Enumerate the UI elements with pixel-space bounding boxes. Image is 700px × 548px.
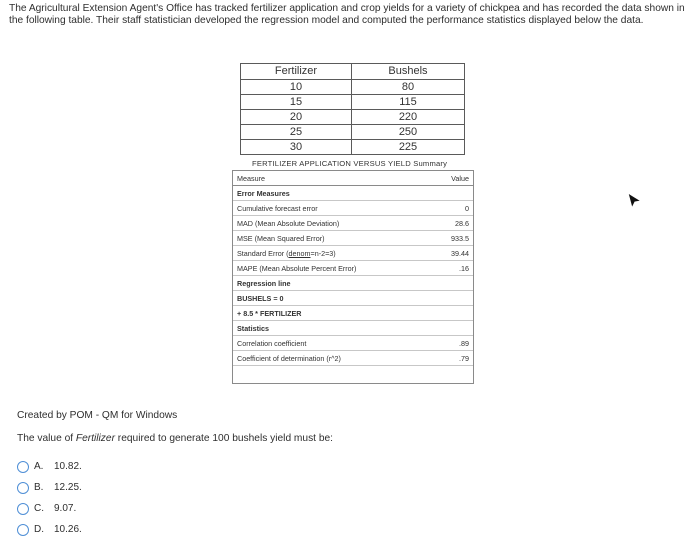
summary-label: Correlation coefficient bbox=[237, 339, 307, 348]
summary-value: 0 bbox=[465, 204, 469, 213]
table-header-bushels: Bushels bbox=[352, 64, 465, 80]
summary-label: Error Measures bbox=[237, 189, 290, 198]
summary-label: MAPE (Mean Absolute Percent Error) bbox=[237, 264, 357, 273]
summary-label-part: denom bbox=[288, 249, 311, 258]
table-row bbox=[241, 125, 465, 140]
summary-label: Statistics bbox=[237, 324, 269, 333]
table-cell: 30 bbox=[241, 140, 352, 155]
table-cell: 225 bbox=[352, 140, 465, 155]
summary-row bbox=[233, 261, 473, 276]
summary-row bbox=[233, 186, 473, 201]
summary-value: .16 bbox=[459, 264, 469, 273]
summary-row bbox=[233, 306, 473, 321]
summary-row bbox=[233, 291, 473, 306]
summary-label: MAD (Mean Absolute Deviation) bbox=[237, 219, 340, 228]
summary-label: Coefficient of determination (r^2) bbox=[237, 354, 341, 363]
table-cell: 250 bbox=[352, 125, 465, 140]
summary-value: 28.6 bbox=[455, 219, 469, 228]
table-row bbox=[241, 80, 465, 95]
summary-row bbox=[233, 336, 473, 351]
summary-value: 933.5 bbox=[451, 234, 469, 243]
radio-button[interactable] bbox=[17, 503, 29, 515]
table-cell: 220 bbox=[352, 110, 465, 125]
radio-button[interactable] bbox=[17, 524, 29, 536]
question-prompt bbox=[17, 433, 333, 444]
summary-label: Regression line bbox=[237, 279, 291, 288]
table-cell: 25 bbox=[241, 125, 352, 140]
radio-button[interactable] bbox=[17, 461, 29, 473]
table-row bbox=[241, 110, 465, 125]
summary-label: Cumulative forecast error bbox=[237, 204, 318, 213]
prompt-emphasis: Fertilizer bbox=[75, 433, 115, 444]
question-intro: The Agricultural Extension Agent's Office has tracked fertilizer application and crop yields for a variety of chickpea and has recorded the data shown in the following table. Their staff statistician developed the regression model and computed the performance statistics displayed below the data. bbox=[9, 3, 685, 27]
summary-label: BUSHELS = 0 bbox=[237, 294, 284, 303]
summary-value: .89 bbox=[459, 339, 469, 348]
created-by-label: Created by POM - QM for Windows bbox=[17, 410, 178, 421]
prompt-text: required to generate 100 bushels yield must be: bbox=[114, 433, 334, 444]
table-cell: 15 bbox=[241, 95, 352, 110]
table-cell: 10 bbox=[241, 80, 352, 95]
summary-col-measure: Measure bbox=[237, 174, 265, 183]
summary-label: MSE (Mean Squared Error) bbox=[237, 234, 325, 243]
summary-label bbox=[237, 249, 336, 258]
summary-row bbox=[233, 246, 473, 261]
summary-row bbox=[233, 231, 473, 246]
radio-button[interactable] bbox=[17, 482, 29, 494]
summary-col-value: Value bbox=[451, 174, 469, 183]
summary-label: + 8.5 * FERTILIZER bbox=[237, 309, 302, 318]
option-text: 10.82. bbox=[54, 461, 82, 472]
option-letter: B. bbox=[34, 482, 44, 493]
summary-row bbox=[233, 276, 473, 291]
fertilizer-bushels-table bbox=[240, 63, 465, 155]
summary-label-part: Standard Error ( bbox=[237, 249, 289, 258]
summary-row bbox=[233, 201, 473, 216]
option-letter: C. bbox=[34, 503, 44, 514]
table-cell: 80 bbox=[352, 80, 465, 95]
table-header-fertilizer: Fertilizer bbox=[241, 64, 352, 80]
summary-header-row bbox=[233, 171, 473, 186]
table-row bbox=[241, 95, 465, 110]
summary-label-part: =n-2=3) bbox=[310, 249, 336, 258]
summary-value: 39.44 bbox=[451, 249, 469, 258]
prompt-text: The value of bbox=[17, 433, 76, 444]
option-text: 12.25. bbox=[54, 482, 82, 493]
summary-value: .79 bbox=[459, 354, 469, 363]
summary-row bbox=[233, 351, 473, 366]
summary-table bbox=[232, 170, 474, 384]
summary-row bbox=[233, 216, 473, 231]
option-text: 9.07. bbox=[54, 503, 77, 514]
summary-row bbox=[233, 321, 473, 336]
table-cell: 20 bbox=[241, 110, 352, 125]
option-letter: A. bbox=[34, 461, 44, 472]
table-row bbox=[241, 140, 465, 155]
option-letter: D. bbox=[34, 524, 44, 535]
summary-title: FERTILIZER APPLICATION VERSUS YIELD Summary bbox=[252, 159, 448, 168]
mouse-cursor-icon bbox=[627, 192, 643, 210]
option-text: 10.26. bbox=[54, 524, 82, 535]
table-cell: 115 bbox=[352, 95, 465, 110]
